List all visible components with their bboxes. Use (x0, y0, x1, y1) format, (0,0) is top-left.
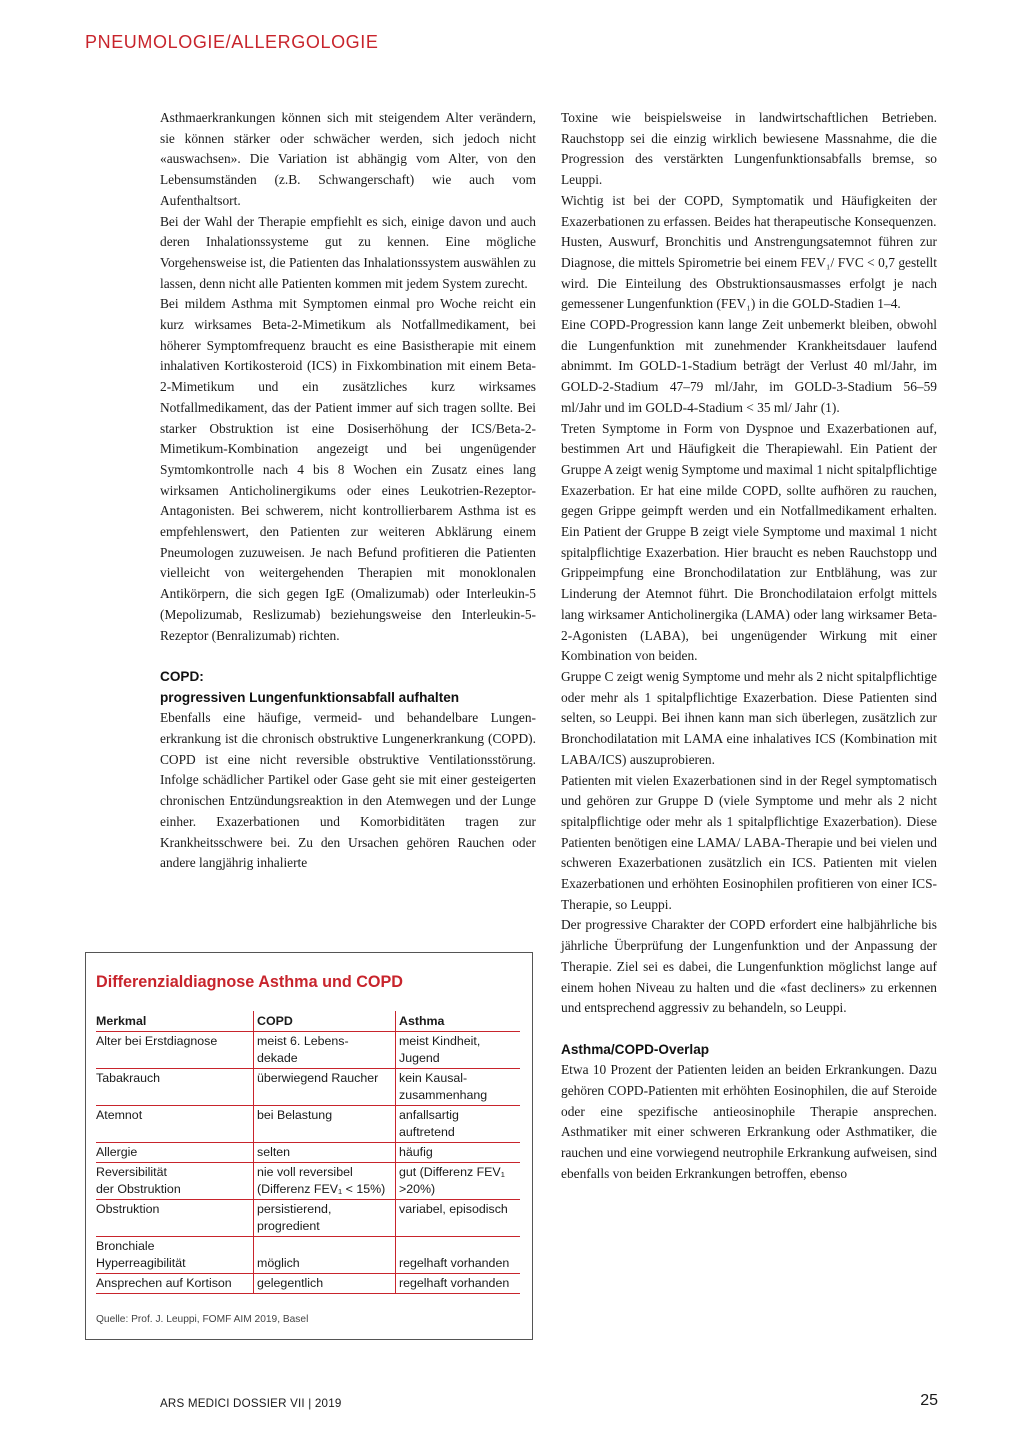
cell-line: anfallsartig (399, 1108, 459, 1122)
column-right (561, 108, 937, 1185)
cell-line: meist Kindheit, (399, 1034, 481, 1048)
cell-copd (254, 1237, 396, 1274)
cell-line: häufig (399, 1145, 433, 1159)
cell-merkmal (96, 1106, 254, 1143)
column-header-merkmal: Merkmal (96, 1011, 254, 1032)
cell-copd (254, 1143, 396, 1163)
cell-line: progredient (257, 1219, 320, 1233)
table-row (96, 1200, 520, 1237)
cell-asthma (396, 1032, 521, 1069)
box-title: Differenzialdiagnose Asthma und COPD (96, 973, 404, 991)
cell-line: (Differenz FEV₁ < 15%) (257, 1182, 386, 1196)
paragraph: Asthmaerkrankungen können sich mit steigendem Alter verändern, sie können stärker oder schwächer werden, sich jedoch nicht «auswachsen». Die Variation ist abhängig vom Alter, von den Lebensumständen (z.B. Schwangerschaft) wie auch vom Aufenthaltsort. (160, 110, 536, 208)
cell-copd (254, 1069, 396, 1106)
cell-copd (254, 1200, 396, 1237)
cell-asthma (396, 1237, 521, 1274)
table-row (96, 1032, 520, 1069)
cell-copd (254, 1032, 396, 1069)
cell-asthma (396, 1200, 521, 1237)
cell-copd (254, 1106, 396, 1143)
paragraph: Bei mildem Asthma mit Symptomen einmal pro Woche reicht ein kurz wirksames Beta-2-Mimetikum als Notfallmedikament, bei höherer Symptomfrequenz braucht es eine Basistherapie mit einem inhalativen Kortikosteroid (ICS) in Fixkombination mit einem Beta-2-Mimetikum und ein zusätzliches kurz wirksames Notfallmedikament, das der Patient immer auf sich tragen sollte. Bei starker Obstruktion ist eine Dosiserhöhung der ICS/Beta-2-Mimetikum-Kombination angezeigt und bei ungenügender Symtomkontrolle nach 4 bis 8 Wochen ein Zusatz eines lang wirksamen Anticholinergikums oder eines Leukotrien-Rezeptor-Antagonisten. Bei schwerem, nicht kontrollierbarem Asthma ist es empfehlenswert, den Patienten zur weiteren Abklärung einem Pneumologen zuzuweisen. Je nach Befund profitieren die Patienten vielleicht von weitergehenden Therapien mit monoklonalen Antikörpern, die sich gegen IgE (Omalizumab) oder Interleukin-5 (Mepolizumab, Reslizumab) beziehungsweise den Interleukin-5-Rezeptor (Benralizumab) richten. (160, 296, 536, 643)
paragraph: Bei der Wahl der Therapie empfiehlt es sich, einige davon und auch deren Inhalationssysteme gut zu kennen. Eine mögliche Vorgehensweise ist, die Patienten das Inhalationssystem auswählen zu lassen, denn nicht alle Patienten kommen mit jedem System zurecht. (160, 213, 536, 291)
cell-copd (254, 1274, 396, 1294)
cell-line: regelhaft vorhanden (399, 1276, 510, 1290)
cell-line: überwiegend Raucher (257, 1071, 379, 1085)
table-row (96, 1069, 520, 1106)
cell-line: der Obstruktion (96, 1182, 181, 1196)
cell-line: gelegentlich (257, 1276, 324, 1290)
cell-line: bei Belastung (257, 1108, 333, 1122)
cell-line: möglich (257, 1256, 300, 1270)
cell-line: Ansprechen auf Kortison (96, 1276, 232, 1290)
cell-line: Jugend (399, 1051, 440, 1065)
paragraph: Wichtig ist bei der COPD, Symptomatik und Häufigkeiten der Exazerbationen zu erfassen. Beides hat therapeutische Konsequenzen. (561, 192, 937, 229)
table-row (96, 1143, 520, 1163)
cell-copd (254, 1163, 396, 1200)
section-header: PNEUMOLOGIE/ALLERGOLOGIE (85, 32, 379, 52)
cell-line: meist 6. Lebens- (257, 1034, 349, 1048)
cell-asthma (396, 1069, 521, 1106)
cell-line: zusammenhang (399, 1088, 488, 1102)
table-row (96, 1163, 520, 1200)
paragraph: Etwa 10 Prozent der Patienten leiden an beiden Erkrankungen. Dazu gehören COPD-Patienten mit erhöhten Eosinophilen, die auf Steroide oder eine spezifische antieosinophile Therapie ansprechen. Asthmatiker mit einer schweren Erkrankung oder Asthmatiker, die rauchen und eine vorwiegend neutrophile Erkrankung aufweisen, sind ebenfalls von beiden Erkrankungen betroffen, ebenso (561, 1062, 937, 1181)
table-row (96, 1274, 520, 1294)
section-subheading-copd: progressiven Lungenfunktionsabfall aufhalten (160, 689, 460, 705)
paragraph: Patienten mit vielen Exazerbationen sind in der Regel symptomatisch und gehören zur Gruppe D (viele Symptome und mehr als 2 nicht spitalpflichtige oder mehr als 1 spitalpflichtige Exazerbation). Diese Patienten benötigen eine LAMA/ LABA-Therapie und bei vielen und schweren Exazerbationen zusätzlich ein ICS. Patienten mit vielen Exazerbationen und erhöhten Eosinophilen profitieren von einer ICS-Therapie, so Leuppi. (561, 772, 937, 912)
paragraph: Eine COPD-Progression kann lange Zeit unbemerkt bleiben, obwohl die Lungenfunktion mit zunehmender Krankheitsdauer laufend abnimmt. Im GOLD-1-Stadium beträgt der Verlust 40 ml/Jahr, im GOLD-2-Stadium 47–79 ml/Jahr, im GOLD-3-Stadium 56–59 ml/Jahr und im GOLD-4-Stadium < 35 ml/ Jahr (1). (561, 317, 937, 415)
cell-line: gut (Differenz FEV₁ (399, 1165, 505, 1179)
cell-line: nie voll reversibel (257, 1165, 353, 1179)
cell-line: Alter bei Erstdiagnose (96, 1034, 218, 1048)
page-number: 25 (920, 1392, 938, 1409)
cell-asthma (396, 1163, 521, 1200)
cell-line: auftretend (399, 1125, 455, 1139)
spacer (160, 646, 536, 667)
cell-line: >20%) (399, 1182, 436, 1196)
footer-journal: ARS MEDICI DOSSIER VII | 2019 (160, 1397, 342, 1410)
paragraph: Husten, Auswurf, Bronchitis und Anstrengungsatemnot führen zur Diagnose, die mittels Spirometrie bei einem FEV₁/ FVC < 0,7 gestellt wird. Die Einteilung des Obstruktionsausmasses erfolgt je nach gemessener Lungenfunktion (FEV₁) in die GOLD-Stadien 1–4. (561, 234, 937, 312)
section-heading-copd: COPD: (160, 668, 204, 684)
cell-merkmal (96, 1143, 254, 1163)
source-note: Quelle: Prof. J. Leuppi, FOMF AIM 2019, Basel (96, 1314, 309, 1325)
cell-asthma (396, 1106, 521, 1143)
table-header-row (96, 1011, 520, 1032)
paragraph: Ebenfalls eine häufige, vermeid- und behandelbare Lungenerkrankung ist die chronisch obstruktive Lungenerkrankung (COPD). COPD ist eine nicht reversible obstruktive Ventilationsstörung. Infolge schädlicher Partikel oder Gase geht sie mit einer gesteigerten chronischen Entzündungsreaktion in den Atemwegen und der Lunge einher. Exazerbationen und Komorbiditäten tragen zur Krankheitsschwere bei. Zu den Ursachen gehören Rauchen oder andere langjährig inhalierte (160, 710, 536, 871)
cell-line: Reversibilität (96, 1165, 167, 1179)
cell-merkmal (96, 1069, 254, 1106)
cell-asthma (396, 1274, 521, 1294)
cell-merkmal (96, 1032, 254, 1069)
table-row (96, 1106, 520, 1143)
cell-merkmal (96, 1237, 254, 1274)
cell-line: persistierend, (257, 1202, 332, 1216)
cell-line: Obstruktion (96, 1202, 160, 1216)
table-row (96, 1237, 520, 1274)
cell-line: variabel, episodisch (399, 1202, 508, 1216)
cell-merkmal (96, 1274, 254, 1294)
differential-diagnosis-table (96, 1011, 520, 1294)
section-heading-overlap: Asthma/COPD-Overlap (561, 1041, 710, 1057)
cell-line: regelhaft vorhanden (399, 1256, 510, 1270)
cell-line: Atemnot (96, 1108, 143, 1122)
column-header-copd: COPD (254, 1011, 396, 1032)
column-left (160, 108, 536, 874)
table-body (96, 1032, 520, 1294)
cell-line: kein Kausal- (399, 1071, 468, 1085)
paragraph: Treten Symptome in Form von Dyspnoe und Exazerbationen auf, bestimmen Art und Häufigkeit die Therapiewahl. Ein Patient der Gruppe A zeigt wenig Symptome und maximal 1 nicht spitalpflichtige Exazerbation. Er hat eine milde COPD, sollte aufhören zu rauchen, gegen Grippe geimpft werden und ein Notfallmedikament erhalten. Ein Patient der Gruppe B zeigt viele Symptome und maximal 1 nicht spitalpflichtige Exazerbation. Hier braucht es neben Rauchstopp und Grippeimpfung eine Bronchodilatation zur Entblähung, was zur Linderung der Atemnot führt. Die Bronchodilataion erfolgt mittels lang wirksamer Anticholinergika (LAMA) oder lang wirksamer Beta-2-Agonisten (LABA), bei ungenügender Wirkung mit einer Kombination von beiden. (561, 420, 937, 664)
cell-line: Hyperreagibilität (96, 1256, 186, 1270)
spacer (561, 1019, 937, 1040)
cell-merkmal (96, 1200, 254, 1237)
cell-line: Allergie (96, 1145, 138, 1159)
cell-line: selten (257, 1145, 291, 1159)
cell-line: Tabakrauch (96, 1071, 161, 1085)
cell-line: Bronchiale (96, 1239, 155, 1253)
paragraph: Toxine wie beispielsweise in landwirtschaftlichen Betrieben. Rauchstopp sei die einzig wirklich bewiesene Massnahme, die die Progression des verstärkten Lungenfunktionsabfalls bremse, so Leuppi. (561, 110, 937, 188)
cell-merkmal (96, 1163, 254, 1200)
paragraph: Der progressive Charakter der COPD erfordert eine halbjährliche bis jährliche Überprüfung der Lungenfunktion und der Anpassung der Therapie. Ziel sei es dabei, die Lungenfunktion möglichst lange auf einem hohen Niveau zu halten und die «fast decliners» zu erkennen und entsprechend aggressiv zu behandeln, so Leuppi. (561, 917, 937, 1016)
cell-asthma (396, 1143, 521, 1163)
differential-diagnosis-box (85, 952, 533, 1340)
paragraph: Gruppe C zeigt wenig Symptome und mehr als 2 nicht spitalpflichtige oder mehr als 1 spitalpflichtige Exazerbation. Diese Patienten sind selten, so Leuppi. Bei ihnen kann man sich überlegen, zusätzlich zur Bronchodilatation mit LAMA eine inhalatives ICS (Kombination mit LABA/ICS) auszuprobieren. (561, 668, 937, 767)
cell-line: dekade (257, 1051, 298, 1065)
column-header-asthma: Asthma (396, 1011, 521, 1032)
